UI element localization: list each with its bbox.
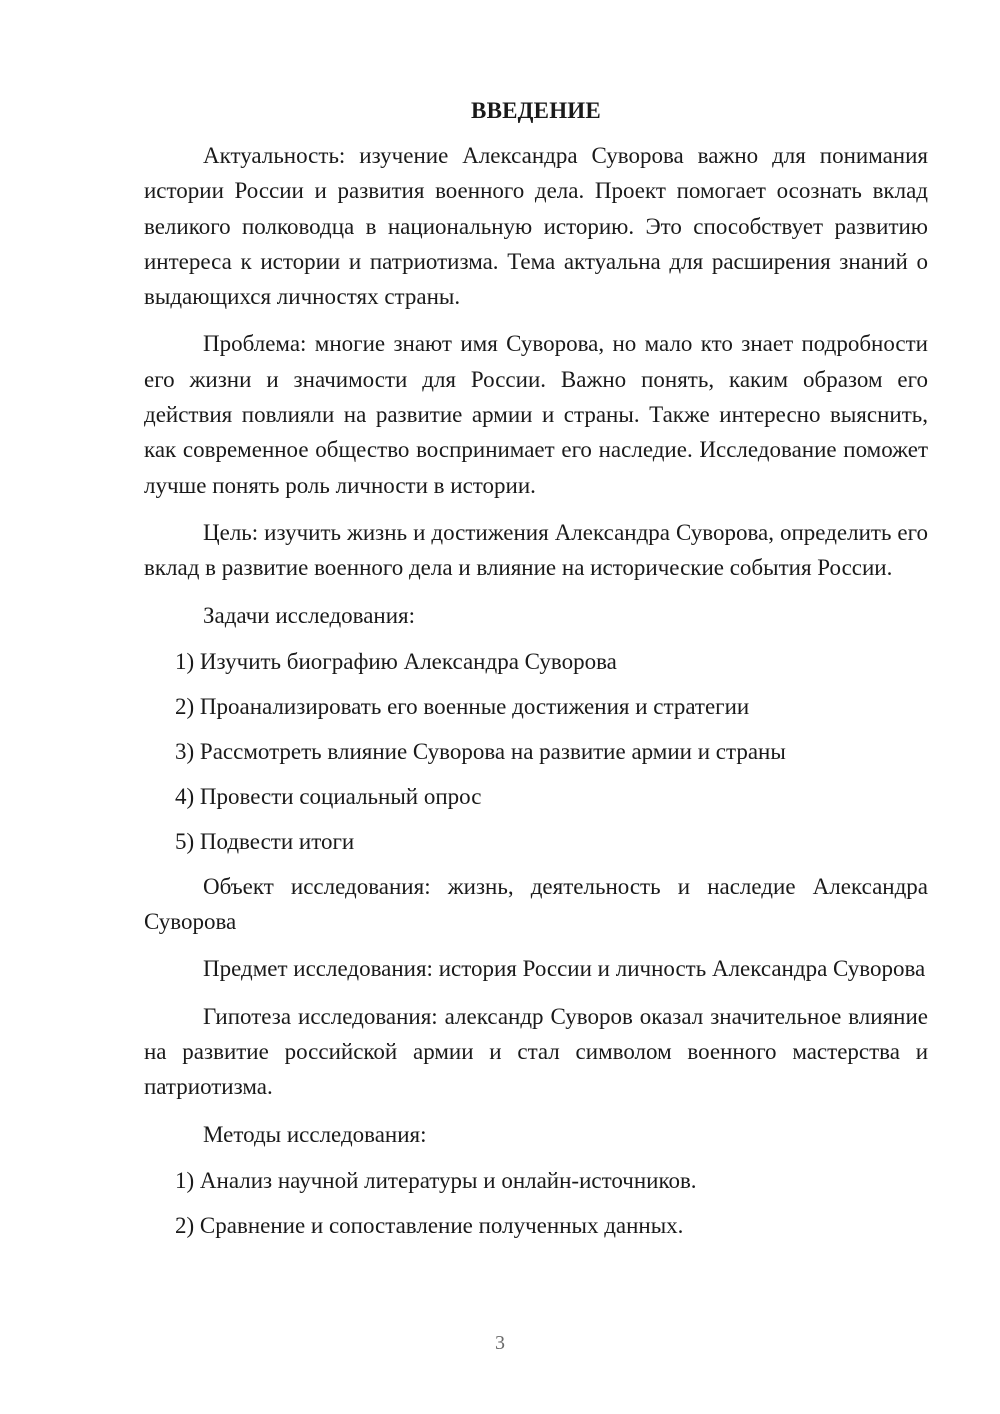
document-page bbox=[144, 96, 928, 1253]
task-item: 2) Проанализировать его военные достижения и стратегии bbox=[175, 693, 750, 719]
tasks-list bbox=[144, 644, 928, 859]
hypothesis-paragraph: Гипотеза исследования: александр Суворов оказал значительное влияние на развитие российской армии и стал символом военного мастерства и патриотизма. bbox=[144, 1003, 928, 1100]
method-item: 1) Анализ научной литературы и онлайн-источников. bbox=[175, 1167, 697, 1193]
object-paragraph: Объект исследования: жизнь, деятельность и наследие Александра Суворова bbox=[144, 873, 928, 935]
page-number: 3 bbox=[495, 1332, 505, 1354]
problem-paragraph: Проблема: многие знают имя Суворова, но мало кто знает подробности его жизни и значимости для России. Важно понять, каким образом его действия повлияли на развитие армии и страны. Также интересно выяснить, как современное общество воспринимает его наследие. Исследование поможет лучше понять роль личности в истории. bbox=[144, 331, 928, 498]
subject-paragraph: Предмет исследования: история России и личность Александра Суворова bbox=[203, 956, 926, 982]
tasks-heading: Задачи исследования: bbox=[203, 602, 416, 628]
methods-heading: Методы исследования: bbox=[203, 1121, 427, 1147]
methods-list bbox=[144, 1163, 928, 1243]
section-title: ВВЕДЕНИЕ bbox=[471, 98, 601, 123]
method-item: 2) Сравнение и сопоставление полученных данных. bbox=[175, 1212, 684, 1238]
relevance-paragraph: Актуальность: изучение Александра Суворова важно для понимания истории России и развития военного дела. Проект помогает осознать вклад великого полководца в национальную историю. Это способствует развитию интереса к истории и патриотизма. Тема актуальна для расширения знаний о выдающихся личностях страны. bbox=[144, 143, 928, 310]
task-item: 4) Провести социальный опрос bbox=[175, 783, 482, 809]
task-item: 1) Изучить биографию Александра Суворова bbox=[175, 648, 617, 674]
goal-paragraph: Цель: изучить жизнь и достижения Александра Суворова, определить его вклад в развитие военного дела и влияние на исторические события России. bbox=[144, 519, 928, 581]
task-item: 5) Подвести итоги bbox=[175, 828, 355, 854]
task-item: 3) Рассмотреть влияние Суворова на развитие армии и страны bbox=[175, 738, 786, 764]
